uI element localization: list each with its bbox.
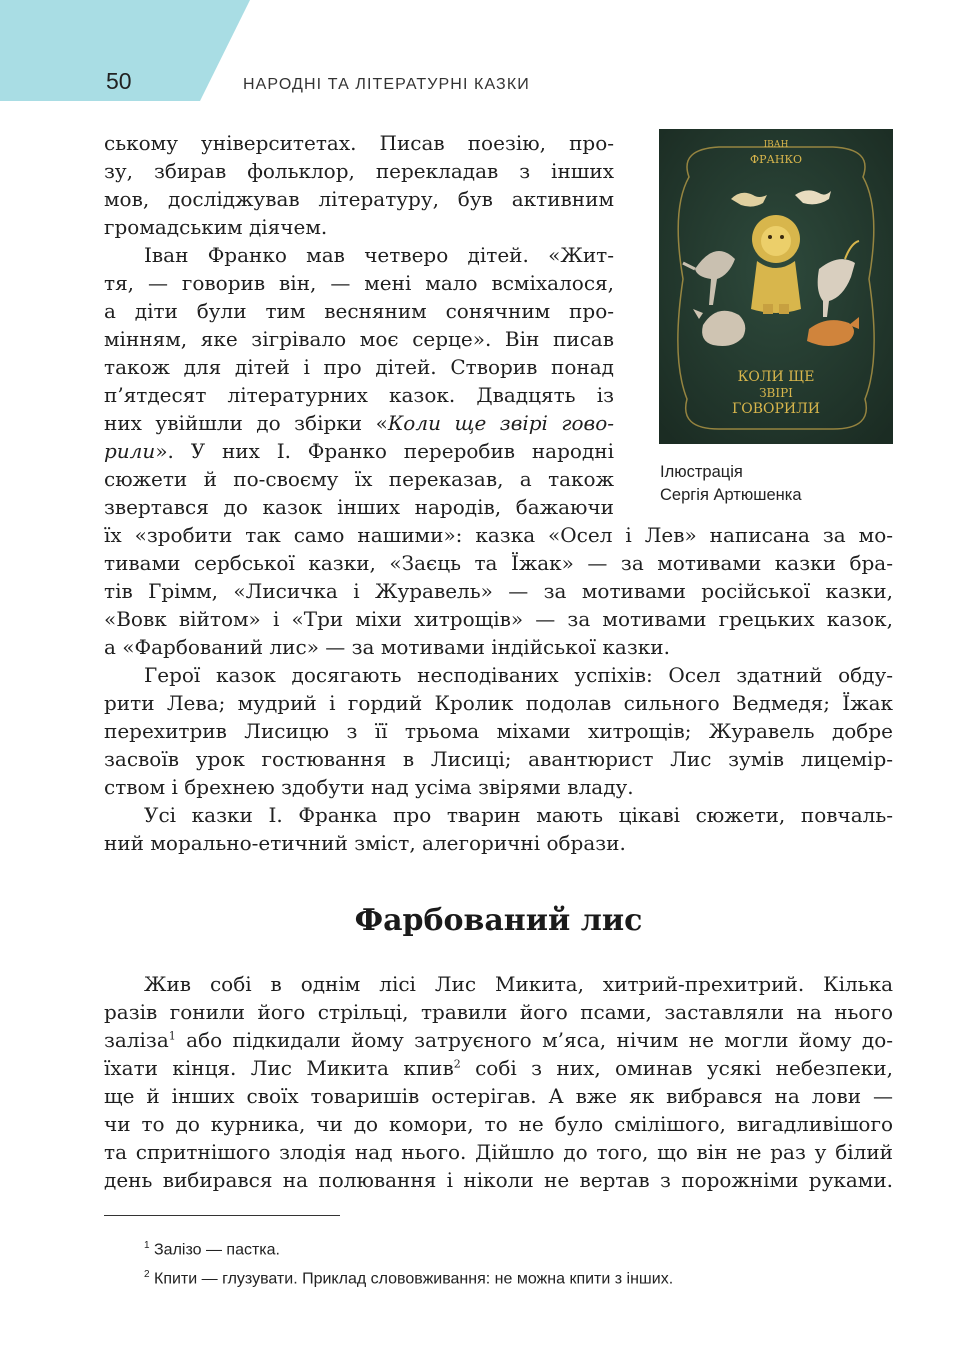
story-paragraph [104, 970, 893, 1194]
footnote-number: 1 [144, 1240, 150, 1251]
text-line: ському університетах. Писав поезію, про- [104, 131, 614, 155]
text-line [104, 437, 614, 465]
cover-author-top: ІВАН [763, 140, 789, 150]
text-line: Усі казки І. Франка про тварин мають цікаві сюжети, повчаль- [144, 803, 893, 827]
text-line: а «Фарбований лис» — за мотивами індійської казки. [104, 635, 670, 659]
image-caption [660, 461, 880, 507]
text-line: перехитрив Лисицю з її трьома міхами хитрощів; Журавель добре [104, 719, 893, 743]
book-title-italic: Коли ще звірі гово- [387, 411, 614, 435]
text-line [104, 1054, 893, 1082]
text-line: та спритнішого злодія над нього. Дійшло до того, що він не раз у білий [104, 1140, 893, 1164]
text-line: Іван Франко мав четверо дітей. «Жит- [144, 243, 614, 267]
text-line: тя, — говорив він, — мені мало всміхалося, [104, 271, 614, 295]
text-run: ». У них І. Франко переробив народні [155, 439, 614, 463]
text-line: мінням, яке зігрівало моє серце». Він писав [104, 327, 614, 351]
footnote-2 [144, 1262, 673, 1291]
cover-title-line-1: КОЛИ ЩЕ [737, 369, 815, 385]
text-run: них увійшли до збірки « [104, 411, 388, 435]
footnotes [144, 1233, 673, 1292]
text-line: також для дітей і про дітей. Створив понад [104, 355, 614, 379]
running-title: НАРОДНІ ТА ЛІТЕРАТУРНІ КАЗКИ [243, 76, 530, 93]
text-line: день вибирався на полювання і ніколи не вертав з порожніми руками. [104, 1168, 893, 1192]
book-cover-illustration [659, 129, 893, 444]
text-line: сюжети й по-своєму їх переказав, а також [104, 467, 614, 491]
text-line: ний морально-етичний зміст, алегоричні образи. [104, 831, 626, 855]
text-line: п’ятдесят літературних казок. Двадцять із [104, 383, 614, 407]
book-cover-image [659, 129, 893, 444]
text-line: засвоїв урок гостювання в Лисиці; авантюрист Лис зумів лицемір- [104, 747, 893, 771]
cover-title-line-2: ЗВІРІ [759, 386, 793, 400]
text-line [104, 1026, 893, 1054]
footnote-ref-1: 1 [168, 1029, 176, 1043]
text-run: собі з них, оминав усякі небезпеки, [460, 1056, 893, 1080]
text-line: Герої казок досягають несподіваних успіхів: Осел здатний обду- [144, 663, 893, 687]
cover-author-bottom: ФРАНКО [750, 153, 802, 166]
text-line [104, 409, 614, 437]
text-line: ще й інших своїх товаришів остерігав. А вже як вибрався на лови — [104, 1084, 893, 1108]
text-line: а діти були тим весняним сонячним про- [104, 299, 614, 323]
text-line: їх «зробити так само нашими»: казка «Осел і Лев» написана за мо- [104, 523, 893, 547]
text-line: разів гонили його стрільці, травили його псами, заставляли на нього [104, 1000, 893, 1024]
footnote-divider [104, 1215, 340, 1216]
story-title: Фарбований лис [354, 903, 643, 938]
caption-line-2: Сергія Артюшенка [660, 486, 802, 504]
footnote-ref-2: 2 [453, 1057, 461, 1071]
text-line: тів Грімм, «Лисичка і Журавель» — за мотивами російської казки, [104, 579, 893, 603]
text-run: заліза [104, 1028, 169, 1052]
text-line: рити Лева; мудрий і гордий Кролик подолав сильного Ведмедя; Їжак [104, 691, 893, 715]
text-line: тивами сербської казки, «Заєць та Їжак» — за мотивами казки бра- [104, 551, 893, 575]
text-line: ством і брехнею здобути над усіма звірями владу. [104, 775, 634, 799]
text-run: або підкидали йому затруєного м’яса, нічим не могли йому до- [175, 1028, 893, 1052]
footnote-text: Залізо — пастка. [149, 1241, 280, 1259]
text-line: «Вовк війтом» і «Три міхи хитрощів» — за мотивами грецьких казок, [104, 607, 893, 631]
footnote-1 [144, 1233, 673, 1262]
caption-line-1: Ілюстрація [660, 463, 743, 481]
intro-paragraph-2-continued [104, 521, 893, 857]
text-line: мов, досліджував літературу, був активним [104, 187, 614, 211]
text-line: чи то до курника, чи до комори, то не було смілішого, вигадливішого [104, 1112, 893, 1136]
page-number: 50 [106, 68, 132, 94]
footnote-text: Кпити — глузувати. Приклад слововживання: не можна кпити з інших. [149, 1270, 674, 1288]
footnote-number: 2 [144, 1269, 150, 1281]
cover-title-line-3: ГОВОРИЛИ [731, 401, 821, 417]
text-line: зу, збирав фольклор, перекладав з інших [104, 159, 614, 183]
text-line: звертався до казок інших народів, бажаючи [104, 495, 614, 519]
text-line: громадським діячем. [104, 215, 328, 239]
text-line: Жив собі в однім лісі Лис Микита, хитрий-прехитрий. Кілька [144, 972, 893, 996]
book-title-italic: рили [104, 439, 156, 463]
intro-paragraph-1 [104, 129, 614, 241]
intro-paragraph-2 [104, 241, 614, 521]
text-run: їхати кінця. Лис Микита кпив [104, 1056, 454, 1080]
